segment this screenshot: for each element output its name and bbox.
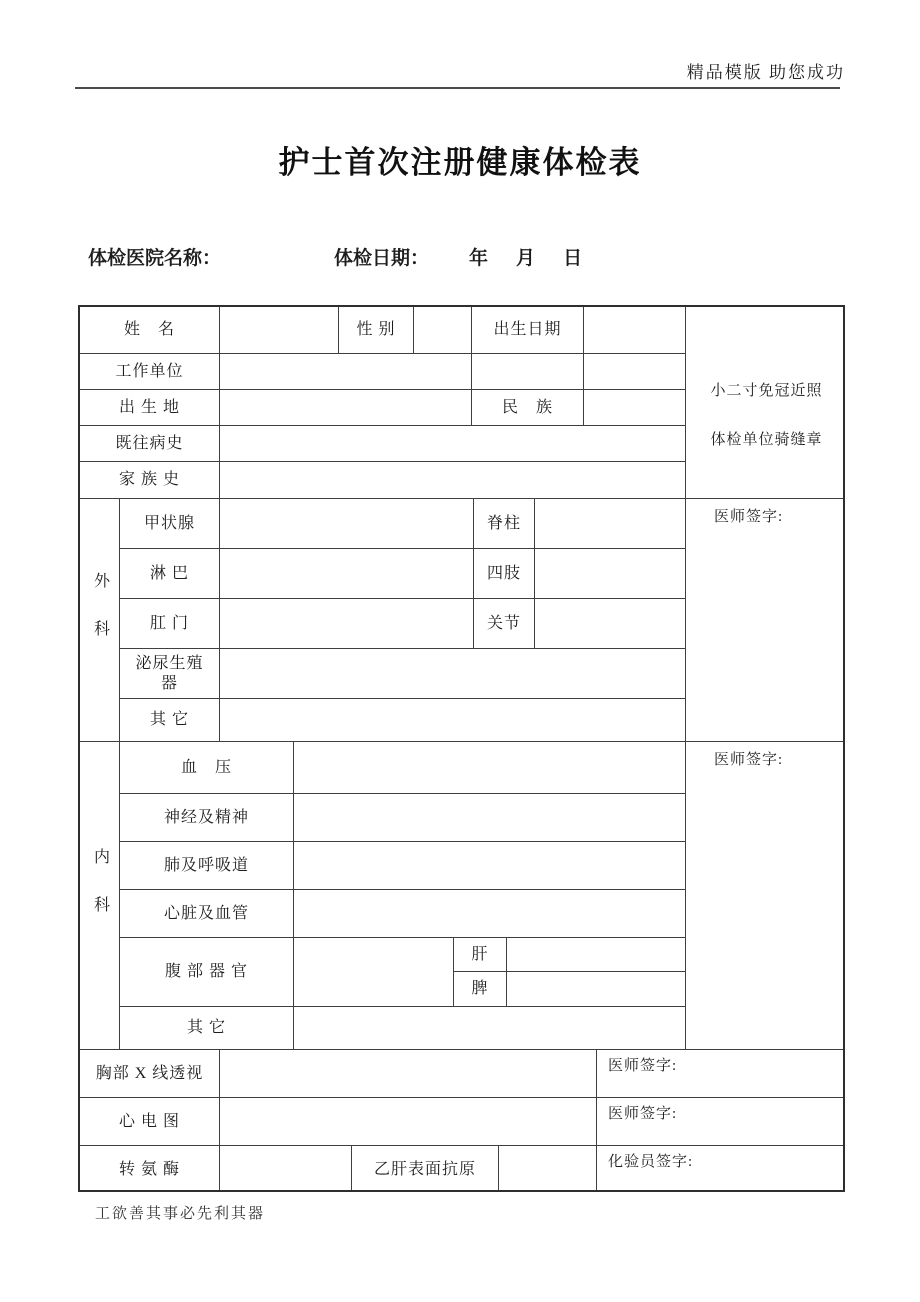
thyroid-value-cell[interactable] xyxy=(220,499,474,549)
info-line xyxy=(88,243,848,270)
birthdate-value-cell[interactable] xyxy=(584,307,686,354)
hbsag-value-cell[interactable] xyxy=(499,1146,597,1192)
surgery-other-value-cell[interactable] xyxy=(220,699,686,742)
lymph-label: 淋 巴 xyxy=(120,549,220,599)
heart-vessels-value-cell[interactable] xyxy=(294,890,686,938)
surgery-signature-cell[interactable] xyxy=(686,499,845,742)
name-label: 姓 名 xyxy=(80,307,220,354)
ecg-value-cell[interactable] xyxy=(220,1098,597,1146)
abdominal-organs-label: 腹 部 器 官 xyxy=(120,938,294,1007)
workunit-value-cell[interactable] xyxy=(220,354,472,390)
birthplace-value-cell[interactable] xyxy=(220,390,472,426)
transaminase-value-cell[interactable] xyxy=(220,1146,352,1192)
ecg-label: 心 电 图 xyxy=(80,1098,220,1146)
joints-value-cell[interactable] xyxy=(535,599,686,649)
medical-history-label: 既往病史 xyxy=(80,426,220,462)
workunit-label: 工作单位 xyxy=(80,354,220,390)
ecg-signature-cell[interactable] xyxy=(597,1098,845,1146)
xray-signature-cell[interactable] xyxy=(597,1050,845,1098)
blood-pressure-value-cell[interactable] xyxy=(294,742,686,794)
footer-motto: 工欲善其事必先利其器 xyxy=(95,1206,266,1222)
internal-other-value-cell[interactable] xyxy=(294,1007,686,1050)
workunit-extra-cell-2[interactable] xyxy=(584,354,686,390)
hbsag-label: 乙肝表面抗原 xyxy=(352,1146,499,1192)
header-slogan: 精品模版 助您成功 xyxy=(686,63,845,82)
anus-value-cell[interactable] xyxy=(220,599,474,649)
exam-table xyxy=(78,305,845,1192)
photo-cell xyxy=(686,307,845,499)
photo-instruction-line1: 小二寸免冠近照 xyxy=(710,382,823,399)
spleen-label: 脾 xyxy=(454,972,507,1007)
header-rule xyxy=(75,87,840,89)
lymph-value-cell[interactable] xyxy=(220,549,474,599)
name-value-cell[interactable] xyxy=(220,307,339,354)
internal-signature-label: 医师签字: xyxy=(714,752,784,768)
family-history-label: 家 族 史 xyxy=(80,462,220,499)
limbs-value-cell[interactable] xyxy=(535,549,686,599)
surgery-section-label-cell xyxy=(80,499,120,742)
nervous-mental-value-cell[interactable] xyxy=(294,794,686,842)
spleen-value-cell[interactable] xyxy=(507,972,686,1007)
chest-xray-value-cell[interactable] xyxy=(220,1050,597,1098)
lab-signature-label: 化验员签字: xyxy=(608,1154,694,1170)
exam-date-label: 体检日期： xyxy=(334,248,430,269)
gender-value-cell[interactable] xyxy=(414,307,472,354)
limbs-label: 四肢 xyxy=(474,549,535,599)
abdominal-organs-value-cell[interactable] xyxy=(294,938,454,1007)
urogenital-label: 泌尿生殖器 xyxy=(120,649,220,699)
birthdate-label: 出生日期 xyxy=(472,307,584,354)
gender-label: 性 别 xyxy=(339,307,414,354)
page-title: 护士首次注册健康体检表 xyxy=(278,145,642,180)
nervous-mental-label: 神经及精神 xyxy=(120,794,294,842)
internal-section-label-cell xyxy=(80,742,120,1050)
photo-instruction-line2: 体检单位骑缝章 xyxy=(710,431,823,448)
surgery-signature-label: 医师签字: xyxy=(714,509,784,525)
urogenital-value-cell[interactable] xyxy=(220,649,686,699)
internal-other-label: 其 它 xyxy=(120,1007,294,1050)
heart-vessels-label: 心脏及血管 xyxy=(120,890,294,938)
year-label: 年 xyxy=(469,248,489,269)
hospital-name-label: 体检医院名称： xyxy=(88,248,222,269)
spine-value-cell[interactable] xyxy=(535,499,686,549)
lung-respiratory-label: 肺及呼吸道 xyxy=(120,842,294,890)
blood-pressure-label: 血 压 xyxy=(120,742,294,794)
ethnicity-label: 民 族 xyxy=(472,390,584,426)
internal-signature-cell[interactable] xyxy=(686,742,845,1050)
transaminase-label: 转 氨 酶 xyxy=(80,1146,220,1192)
chest-xray-label: 胸部 X 线透视 xyxy=(80,1050,220,1098)
surgery-section-label: 外科 xyxy=(91,572,109,668)
xray-signature-label: 医师签字: xyxy=(608,1058,678,1074)
internal-section-label: 内科 xyxy=(91,847,109,944)
ethnicity-value-cell[interactable] xyxy=(584,390,686,426)
workunit-extra-cell-1[interactable] xyxy=(472,354,584,390)
spine-label: 脊柱 xyxy=(474,499,535,549)
day-label: 日 xyxy=(563,248,583,269)
ecg-signature-label: 医师签字: xyxy=(608,1106,678,1122)
month-label: 月 xyxy=(516,248,536,269)
anus-label: 肛 门 xyxy=(120,599,220,649)
surgery-other-label: 其 它 xyxy=(120,699,220,742)
liver-value-cell[interactable] xyxy=(507,938,686,972)
family-history-value-cell[interactable] xyxy=(220,462,686,499)
birthplace-label: 出 生 地 xyxy=(80,390,220,426)
lung-respiratory-value-cell[interactable] xyxy=(294,842,686,890)
medical-history-value-cell[interactable] xyxy=(220,426,686,462)
joints-label: 关节 xyxy=(474,599,535,649)
lab-signature-cell[interactable] xyxy=(597,1146,845,1192)
thyroid-label: 甲状腺 xyxy=(120,499,220,549)
liver-label: 肝 xyxy=(454,938,507,972)
